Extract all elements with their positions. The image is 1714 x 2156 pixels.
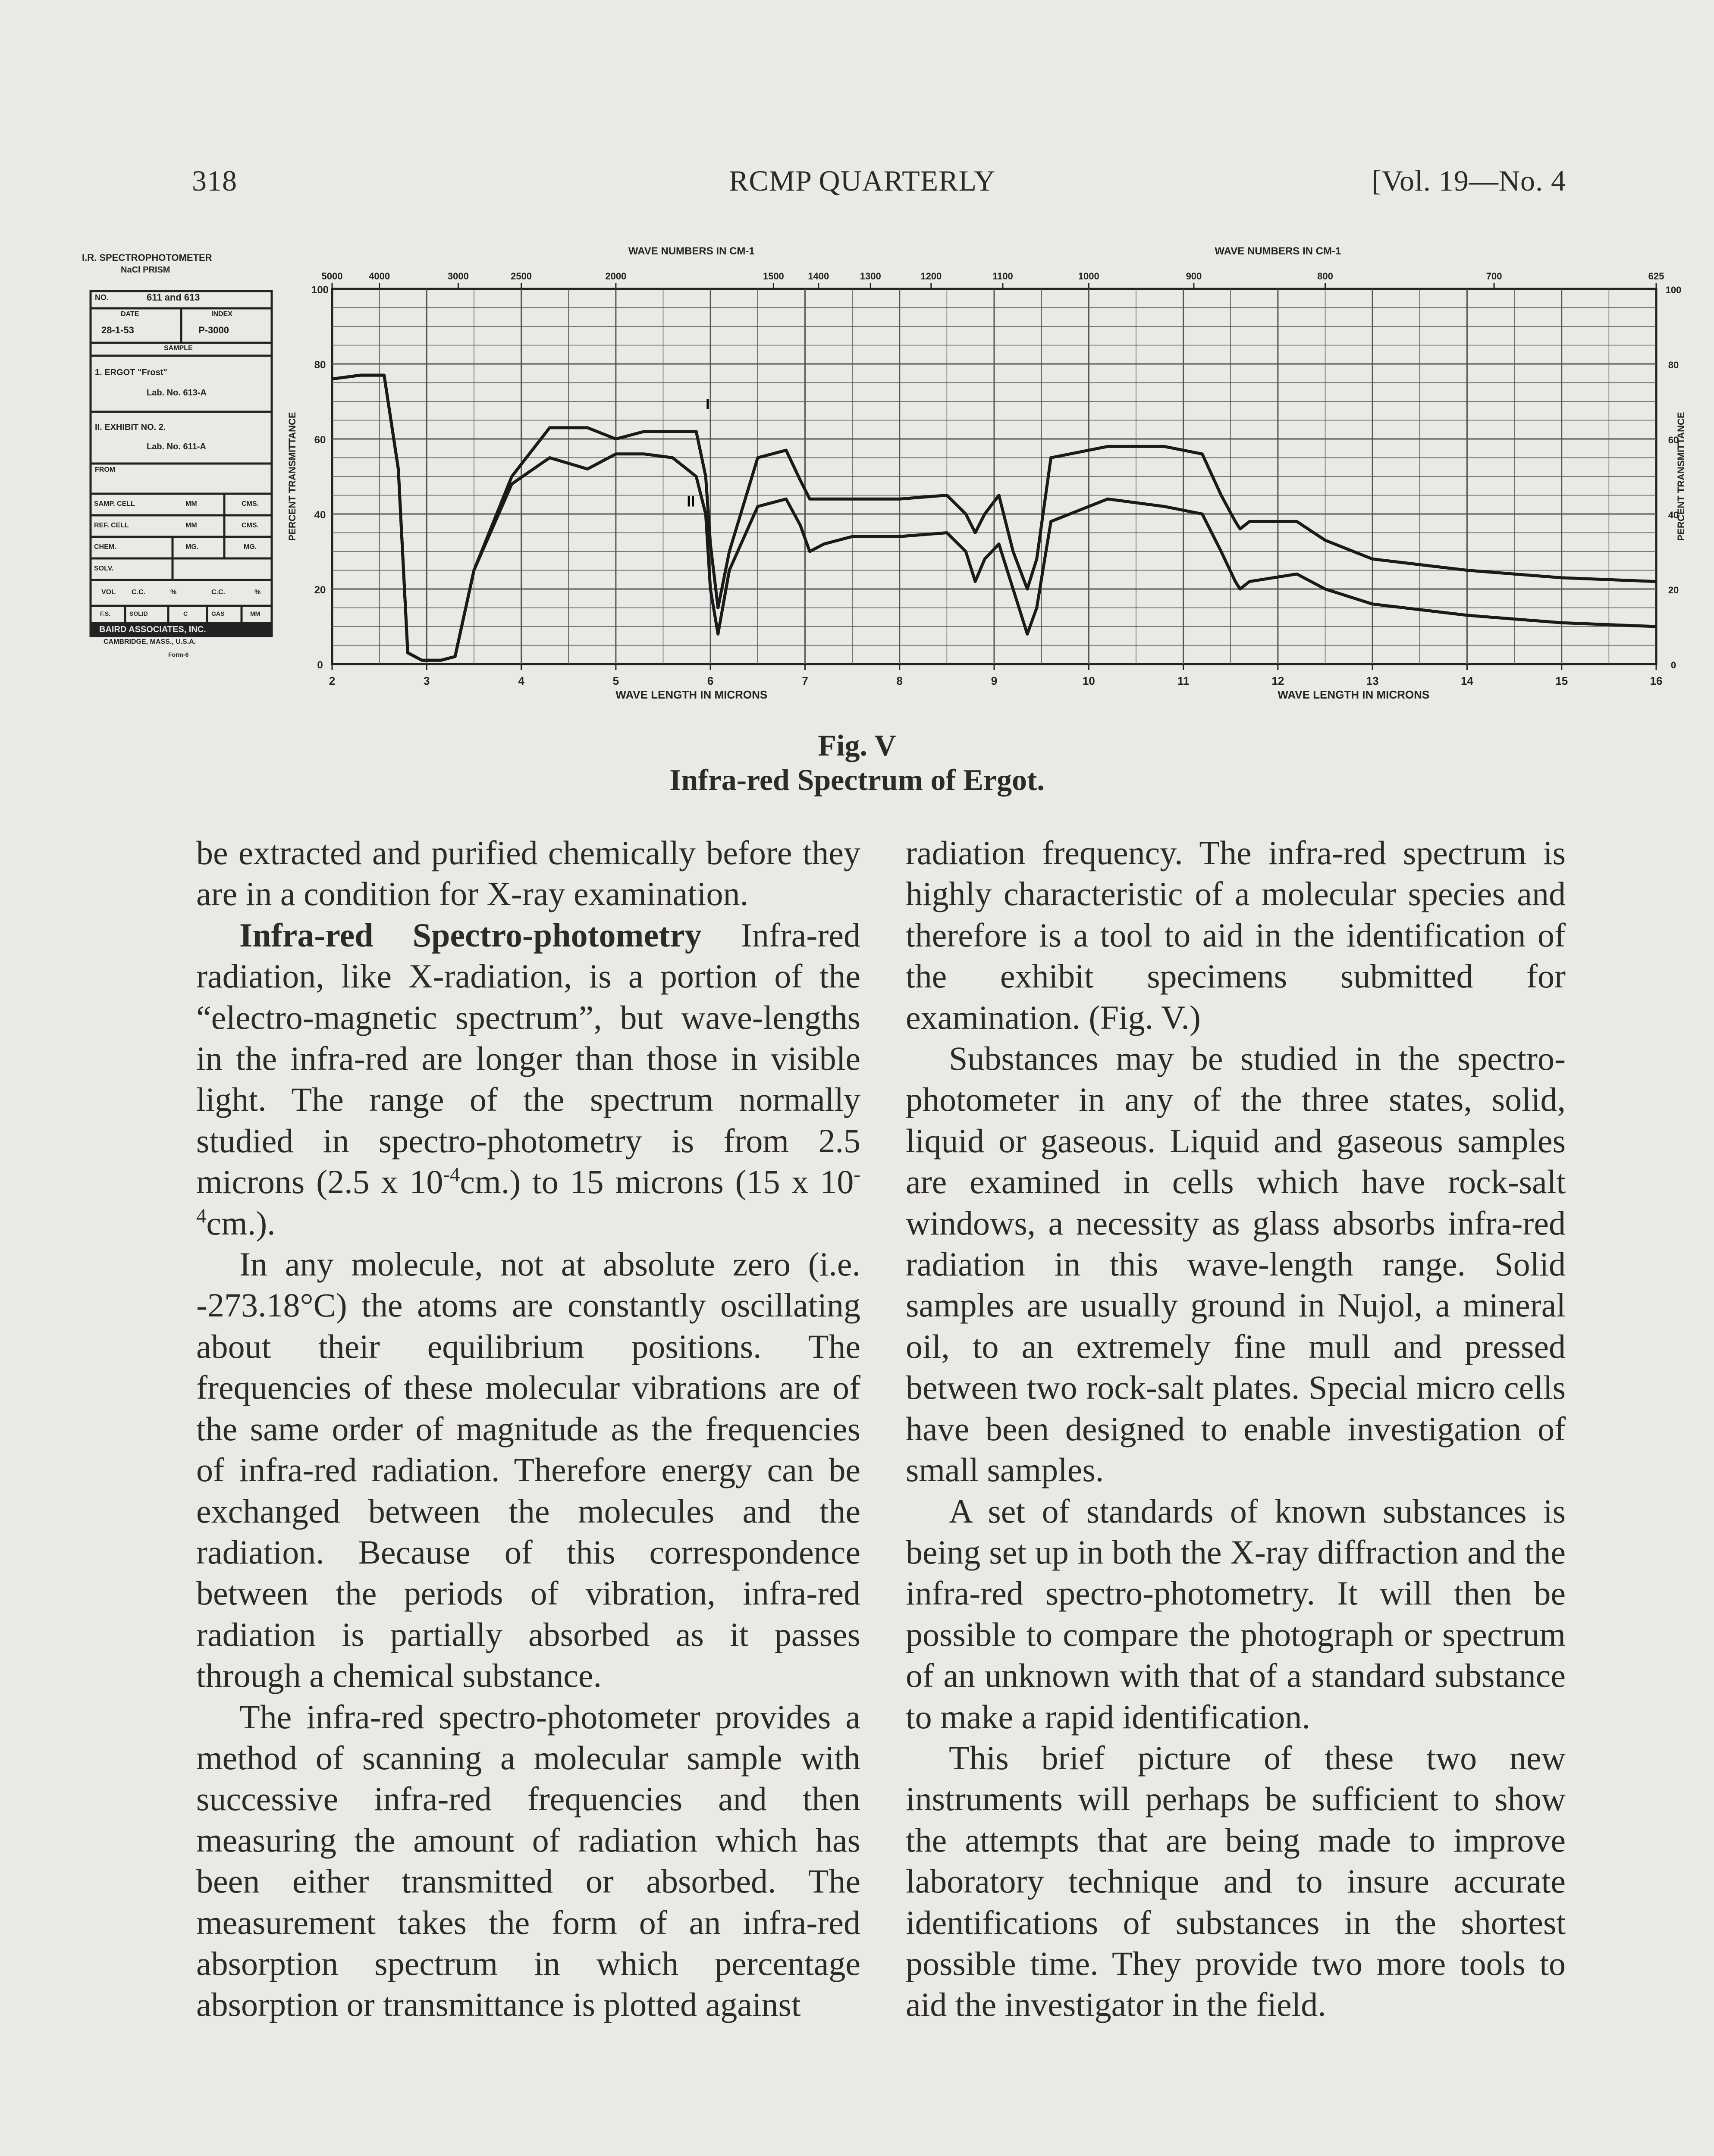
sheet-gas-mm: MM [250,610,261,617]
sheet-ref-cms: CMS. [242,522,259,529]
sheet-date-value: 28-1-53 [101,325,134,335]
x-tick-label: 5 [612,674,619,687]
x-tick-label: 9 [991,674,998,687]
right-column [906,832,1566,2025]
x-tick-label: 13 [1366,674,1379,687]
y-tick-label-right: 100 [1665,285,1682,295]
sheet-title: I.R. SPECTROPHOTOMETER [82,252,212,263]
x-tick-label: 11 [1177,674,1190,687]
y-axis-title-left: PERCENT TRANSMITTANCE [287,412,298,541]
sheet-samp-cms: CMS. [242,500,259,508]
right-paragraph-4: This brief picture of these two new instruments will perhaps be sufficient to show the attempts that are being made to improve laboratory technique and to insure accurate identifications of substances in the shortest possible time. They provide two more tools to aid the investigator in the field. [906,1739,1566,2024]
left-paragraph-1: be extracted and purified chemically before they are in a condition for X-ray examination. [196,834,860,913]
top-tick-label: 1300 [860,271,881,282]
left-paragraph-3: In any molecule, not at absolute zero (i.e. -273.18°C) the atoms are constantly oscillating about their equilibrium positions. The frequencies of these molecular vibrations are of the same order of magnitude as the frequencies of infra-red radiation. Therefore energy can be exchanged between the molecules and the radiation. Because of this correspondence between the periods of vibration, infra-red radiation is partially absorbed as it passes through a chemical substance. [196,1245,860,1695]
sheet-samp-mm: MM [185,500,197,508]
instrument-sheet [82,252,276,705]
top-axis-title-left: WAVE NUMBERS IN CM-1 [628,245,755,257]
sheet-sample-1-lab: Lab. No. 613-A [147,388,207,398]
top-tick-label: 900 [1186,271,1202,282]
right-paragraph-1: radiation frequency. The infra-red spectrum is highly characteristic of a molecular species and therefore is a tool to aid in the identification of the exhibit specimens submitted for examination. (Fig. V.) [906,834,1566,1036]
sheet-sample-2-lab: Lab. No. 611-A [147,442,206,451]
sheet-no-value: 611 and 613 [147,292,200,303]
x-tick-label: 3 [424,674,430,687]
sheet-fs: F.S. [100,610,111,617]
top-tick-label: 800 [1317,271,1333,282]
top-tick-label: 4000 [369,271,390,282]
sheet-sample-2: II. EXHIBIT NO. 2. [95,423,166,432]
sheet-form-no: Form-6 [168,651,189,658]
y-tick-label-right: 20 [1668,585,1679,595]
sheet-samp-cell: SAMP. CELL [94,500,135,508]
y-tick-label-right: 0 [1670,660,1676,671]
right-paragraph-3: A set of standards of known substances is being set up in both the X-ray diffraction and the infra-red spectro-photometry. It will then be possible to compare the photograph or spectrum of an unknown with that of a standard substance to make a rapid identification. [906,1492,1566,1736]
sheet-vol-cc2: C.C. [211,589,225,596]
sheet-solv: SOLV. [94,565,114,572]
x-tick-label: 10 [1082,674,1095,687]
y-tick-label-right: 80 [1668,360,1679,370]
sheet-chem-mg1: MG. [185,543,199,551]
y-tick-label-left: 0 [317,659,323,671]
y-tick-label-left: 80 [314,359,326,371]
x-tick-label: 14 [1460,674,1473,687]
left-paragraph-4: The infra-red spectro-photometer provides a method of scanning a molecular sample with successive infra-red frequencies and then measuring the amount of radiation which has been either transmitted or absorbed. The measurement takes the form of an infra-red absorption spectrum in which percentage absorption or transmittance is plotted against [196,1698,860,2024]
sheet-vol-pct1: % [170,589,177,596]
top-tick-label: 2000 [605,271,627,282]
sheet-solid: SOLID [129,610,148,617]
right-paragraph-2: Substances may be studied in the spectro-photometer in any of the three states, solid, liquid or gaseous. Liquid and gaseous samples are examined in cells which have rock-salt windows, a necessity as glass absorbs infra-red radiation in this wave-length range. Solid samples are usually ground in Nujol, a mineral oil, to an extremely fine mull and pressed between two rock-salt plates. Special micro cells have been designed to enable investigation of small samples. [906,1040,1566,1489]
y-axis-title-right: PERCENT TRANSMITTANCE [1676,412,1686,541]
left-paragraph-2: Infra-red Spectro-photometry Infra-red radiation, like X-radiation, is a portion of the “electro-magnetic spectrum”, but wave-lengths in the infra-red are longer than those in visible light. The range of the spectrum normally studied in spectro-photometry is from 2.5 microns (2.5 x $10^{-4}cm$.) to 15 microns (15 x $10^{-4}cm$.). [196,916,861,1242]
sheet-index-label: INDEX [211,310,232,318]
x-tick-label: 7 [802,674,808,687]
page-number: 318 [192,164,237,197]
instrument-sheet-form [82,252,276,705]
section-heading: Infra-red Spectro-photometry [239,916,702,954]
sheet-ref-cell: REF. CELL [94,522,129,529]
ir-spectrum-chart [276,233,1699,720]
x-tick-label: 8 [896,674,903,687]
sheet-index-value: P-3000 [198,325,229,335]
sheet-c: C [183,610,188,617]
sheet-ref-mm: MM [185,522,197,529]
curve-label-I: I [706,396,710,413]
sheet-vol: VOL [101,589,116,596]
top-tick-label: 1500 [763,271,784,282]
figure-caption-title: Infra-red Spectrum of Ergot. [669,764,1045,797]
sheet-subtitle: NaCl PRISM [121,265,170,275]
x-tick-label: 16 [1650,674,1663,687]
sheet-no-label: NO. [95,293,109,302]
sheet-date-label: DATE [121,310,139,318]
y-tick-label-left: 40 [314,509,326,521]
issue-label: [Vol. 19—No. 4 [1372,164,1566,197]
x-tick-label: 6 [707,674,714,687]
sheet-chem: CHEM. [94,543,116,551]
sheet-maker-city: CAMBRIDGE, MASS., U.S.A. [104,638,196,646]
x-axis-title-left: WAVE LENGTH IN MICRONS [615,688,768,701]
y-tick-label-right: 60 [1668,435,1679,445]
top-tick-label: 625 [1648,271,1664,282]
x-tick-label: 2 [329,674,336,687]
y-tick-label-left: 20 [314,584,326,596]
x-axis-title-right: WAVE LENGTH IN MICRONS [1278,688,1430,701]
x-tick-label: 4 [518,674,524,687]
curve-label-II: II [687,493,695,510]
x-tick-label: 15 [1555,674,1568,687]
top-tick-label: 2500 [511,271,532,282]
sheet-vol-pct2: % [254,589,261,596]
running-title: RCMP QUARTERLY [729,164,996,197]
sheet-gas: GAS [211,610,225,617]
top-tick-label: 1400 [808,271,829,282]
sheet-from-label: FROM [95,466,116,473]
chart-grid [332,289,1656,664]
sheet-sample-1: 1. ERGOT "Frost" [95,368,167,377]
top-tick-label: 1000 [1078,271,1099,282]
y-tick-label-left: 100 [311,284,329,296]
top-axis-title-right: WAVE NUMBERS IN CM-1 [1215,245,1341,257]
sheet-vol-cc1: C.C. [132,589,145,596]
top-tick-label: 5000 [321,271,343,282]
y-tick-label-left: 60 [314,434,326,446]
top-tick-label: 700 [1486,271,1502,282]
top-tick-label: 3000 [447,271,469,282]
chart-axes [287,245,1686,701]
y-tick-label-right: 40 [1668,510,1679,520]
sheet-sample-label: SAMPLE [164,345,193,352]
top-tick-label: 1100 [992,271,1013,282]
x-tick-label: 12 [1271,674,1284,687]
top-tick-label: 1200 [920,271,942,282]
left-column [196,832,860,2025]
figure-caption-number: Fig. V [818,729,896,762]
sheet-maker: BAIRD ASSOCIATES, INC. [99,625,206,634]
sheet-chem-mg2: MG. [244,543,257,551]
